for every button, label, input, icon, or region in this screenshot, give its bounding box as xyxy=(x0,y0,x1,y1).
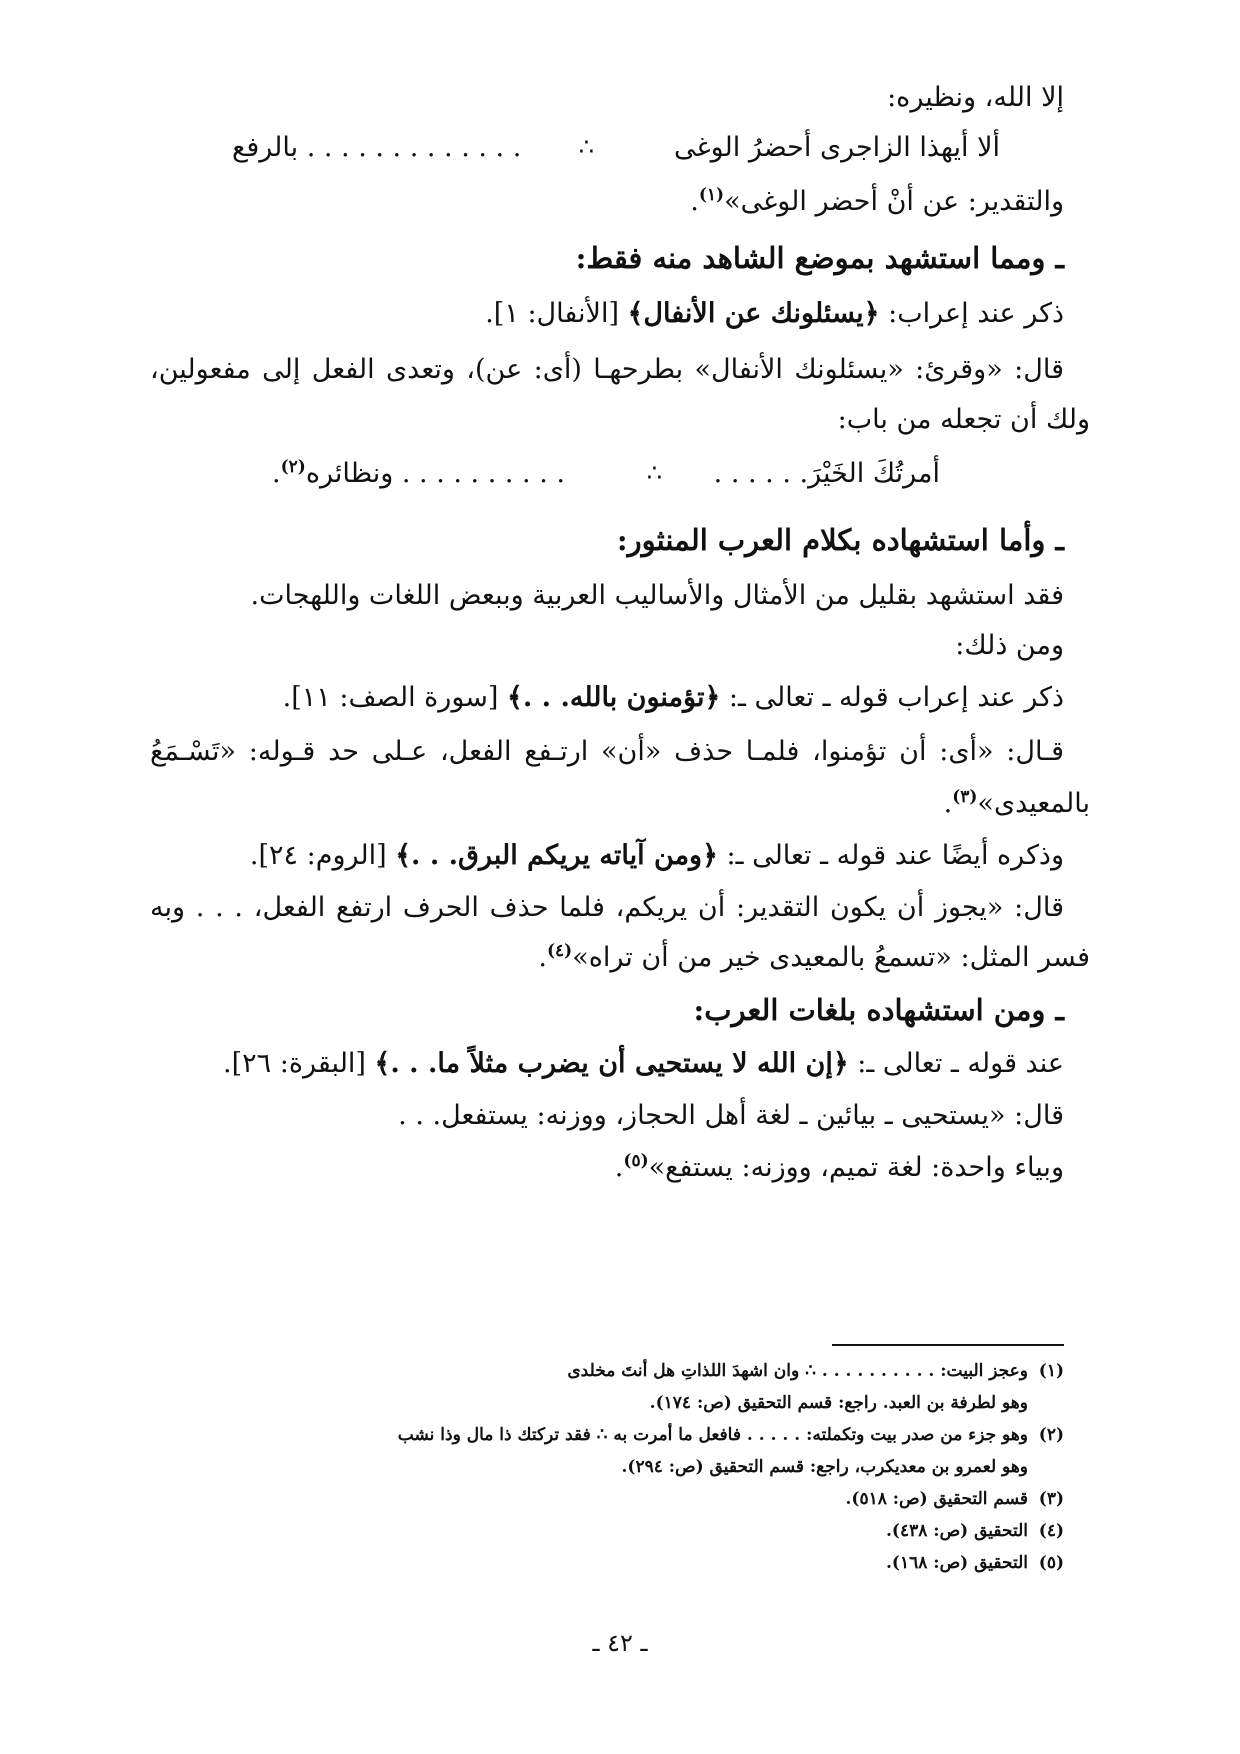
footnote-number: (١) xyxy=(1038,1361,1064,1381)
text-span: ذكر عند إعراب: xyxy=(879,298,1064,329)
text-span: ذكر عند إعراب قوله ـ تعالى ـ: xyxy=(720,682,1064,713)
text-line: قال: «يستحيى ـ بيائين ـ لغة أهل الحجاز، ووزنه: يستفعل. . . xyxy=(398,1100,1064,1131)
footnote-text: التحقيق (ص: ١٦٨). xyxy=(886,1553,1028,1573)
footnote-separator xyxy=(832,1344,1064,1346)
verse-first-hemistich: ألا أيهذا الزاجرى أحضرُ الوغى xyxy=(673,132,1000,163)
verse-separator: ∴ xyxy=(646,459,662,487)
text-span: أمرتُكَ الخَيْرَ. . . . . . xyxy=(713,458,940,489)
text-line: قال: «يجوز أن يكون التقدير: أن يريكم، فلما حذف الحرف ارتفع الفعل، . . . وبه xyxy=(150,892,1064,923)
text-line xyxy=(150,182,1064,222)
footnote-text: وهو لطرفة بن العبد. راجع: قسم التحقيق (ص: ١٧٤). xyxy=(649,1393,1028,1413)
footnote-text: وهو جزء من صدر بيت وتكملته: . . . . . فافعل ما أمرت به ∴ فقد تركتك ذا مال وذا نشب xyxy=(397,1425,1028,1445)
section-heading: ـ ومما استشهد بموضع الشاهد منه فقط: xyxy=(575,241,1064,275)
footnote-text: قسم التحقيق (ص: ٥١٨). xyxy=(845,1489,1028,1509)
text-span: [سورة الصف: ١١]. xyxy=(282,682,508,713)
text-line: قـال: «أى: أن تؤمنوا، فلمـا حذف «أن» ارتـفع الفعل، عـلى حد قـوله: «تَسْـمَعُ xyxy=(150,736,1064,767)
footnote-number: (٣) xyxy=(1038,1489,1064,1509)
text-line xyxy=(150,784,1090,824)
footnote-text: وعجز البيت: . . . . . . . . . . ∴ وان اشهدَ اللذاتِ هل أنتَ مخلدى xyxy=(567,1361,1028,1381)
section-heading: ـ وأما استشهاده بكلام العرب المنثور: xyxy=(616,523,1064,557)
text-span: بالمعيدى» xyxy=(977,788,1090,819)
footnote-ref: (٣) xyxy=(952,787,978,807)
verse-second-hemistich xyxy=(272,454,565,494)
text-span: . xyxy=(272,458,281,489)
quran-verse: ﴿ومن آياته يريكم البرق. . .﴾ xyxy=(395,840,718,871)
verse-separator: ∴ xyxy=(578,133,594,161)
text-span: عند قوله ـ تعالى ـ: xyxy=(848,1048,1064,1079)
footnote-number: (٥) xyxy=(1038,1553,1064,1573)
text-span: . xyxy=(614,1152,624,1183)
footnote xyxy=(886,1548,1064,1578)
footnote-ref: (٥) xyxy=(623,1151,649,1171)
text-line xyxy=(150,1148,1064,1188)
text-span: وذكره أيضًا عند قوله ـ تعالى ـ: xyxy=(717,840,1064,871)
text-line xyxy=(150,294,1064,334)
text-span: وبياء واحدة: لغة تميم، ووزنه: يستفع» xyxy=(648,1152,1064,1183)
text-line xyxy=(150,678,1064,718)
text-span: فسر المثل: «تسمعُ بالمعيدى خير من أن تراه» xyxy=(572,942,1090,973)
page-number: ـ ٤٢ ـ xyxy=(592,1629,648,1657)
section-heading: ـ ومن استشهاده بلغات العرب: xyxy=(693,993,1064,1027)
text-span: . xyxy=(538,942,547,973)
footnote-ref: (٤) xyxy=(546,941,573,961)
footnote xyxy=(567,1356,1064,1386)
text-line: قال: «وقرئ: «يسئلونك الأنفال» بطرحهـا (أى: عن)، وتعدى الفعل إلى مفعولين، xyxy=(150,354,1064,385)
footnote-ref: (٢) xyxy=(280,457,306,477)
footnote-number: (٢) xyxy=(1038,1425,1064,1445)
footnote xyxy=(845,1484,1064,1514)
text-line xyxy=(150,1044,1064,1084)
footnote-ref: (١) xyxy=(698,185,725,205)
text-span: [البقرة: ٢٦]. xyxy=(223,1048,375,1079)
text-line: فقد استشهد بقليل من الأمثال والأساليب العربية وببعض اللغات واللهجات. xyxy=(250,580,1064,611)
verse-first-hemistich xyxy=(714,454,940,494)
footnote-number: (٤) xyxy=(1038,1521,1064,1541)
footnote-text: التحقيق (ص: ٤٣٨). xyxy=(886,1521,1028,1541)
footnote xyxy=(886,1516,1064,1546)
text-line: إلا الله، ونظيره: xyxy=(887,82,1064,113)
text-span: . xyxy=(943,788,953,819)
text-line xyxy=(150,938,1090,978)
text-line: ومن ذلك: xyxy=(955,630,1064,661)
text-span: . . . . . . . . . . ونظائره xyxy=(305,458,565,489)
text-span: والتقدير: عن أنْ أحضر الوغى» xyxy=(724,186,1064,217)
quran-verse: ﴿إن الله لا يستحيى أن يضرب مثلاً ما. . .﴾ xyxy=(374,1048,849,1079)
quran-verse: ﴿يسئلونك عن الأنفال﴾ xyxy=(627,298,880,329)
footnote-text: وهو لعمرو بن معديكرب، راجع: قسم التحقيق (ص: ٢٩٤). xyxy=(621,1457,1028,1477)
text-line xyxy=(150,836,1064,876)
text-line: ولك أن تجعله من باب: xyxy=(837,404,1090,435)
text-span: . xyxy=(690,186,699,217)
quran-verse: ﴿تؤمنون بالله. . .﴾ xyxy=(507,682,721,713)
footnote xyxy=(398,1420,1064,1450)
verse-second-hemistich: . . . . . . . . . . . . . بالرفع xyxy=(232,132,522,163)
text-span: [الأنفال: ١]. xyxy=(485,298,628,329)
text-span: [الروم: ٢٤]. xyxy=(249,840,396,871)
